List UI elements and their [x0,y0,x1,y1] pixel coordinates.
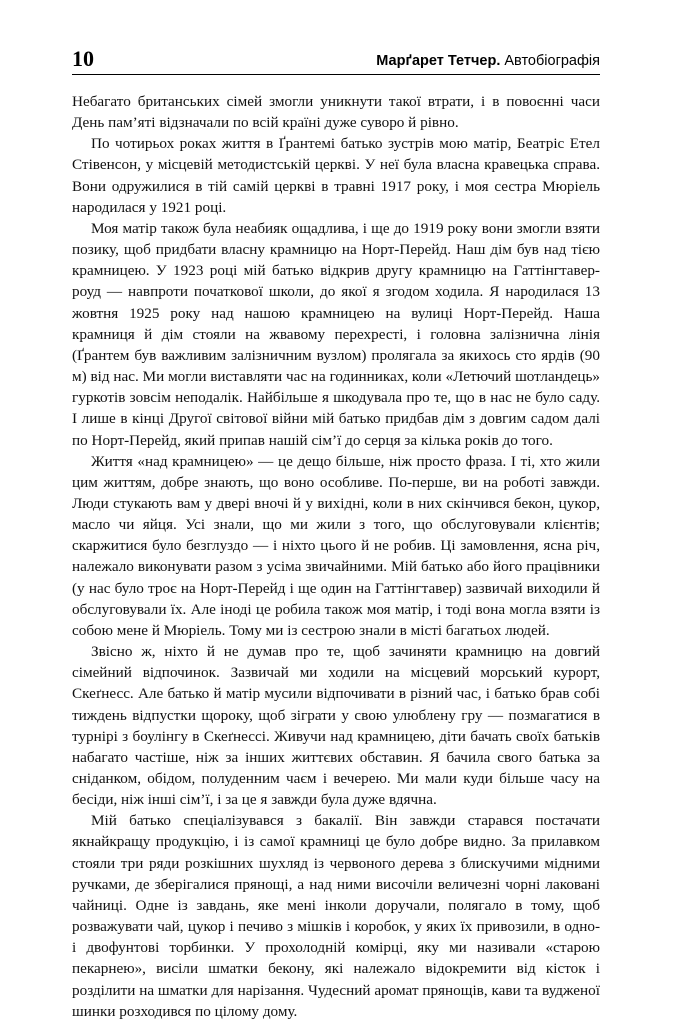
author-name: Марґарет Тетчер. [376,53,501,69]
page-number: 10 [72,46,94,71]
paragraph: Звісно ж, ніхто й не думав про те, щоб зачиняти крамницю на довгий сімейний відпочинок. Зазвичай ми ходили на місцевий морський курорт, Скеґнесс. Але батько й матір мусили відпочивати в різний час, і батько брав собі тиждень відпустки щороку, щоб зіграти у свою улюблену гру — позмагатися в турнірі з боулінгу в Скеґнессі. Живучи над крамницею, діти бачать своїх батьків набагато частіше, ніж за інших життєвих обставин. Я бачила свого батька за сніданком, обідом, полуденним чаєм і вечерею. Ми мали куди більше часу на бесіди, ніж інші сім’ї, і за це я завжди була дуже вдячна. [72,643,600,809]
paragraph: Мій батько спеціалізувався з бакалії. Він завжди старався постачати якнайкращу продукцію, і із самої крамниці це було добре видно. За прилавком стояли три ряди розкішних шухляд із червоного дерева з блискучими мідними ручками, де зберігалися прянощі, а над ними височіли величезні чорні лаковані чайниці. Одне із завдань, яке мені інколи доручали, полягало в тому, щоб розважувати чай, цукор і печиво з мішків і коробок, у яких їх привозили, в одно- і двофунтові торбинки. У прохолодній комірці, яку ми називали «старою пекарнею», висіли шматки бекону, які належало відокремити від кісток і розділити на шматки для нарізання. Чудесний аромат прянощів, кави та вудженої шинки розходився по цілому дому. [72,812,600,1020]
book-meta [376,52,600,74]
body-text [72,91,600,1022]
running-header [72,46,600,75]
paragraph: Небагато британських сімей змогли уникнути такої втрати, і в повоєнні часи День пам’яті відзначали по всій країні дуже суворо й рівно. [72,93,600,132]
paragraph: По чотирьох роках життя в Ґрантемі батько зустрів мою матір, Беатріс Етел Стівенсон, у місцевій методистській церкві. У неї була власна кравецька справа. Вони одружилися в тій самій церкві в травні 1917 року, і моя сестра Мюріель народилася у 1921 році. [72,135,600,216]
book-title: Автобіографія [504,53,600,69]
paragraph: Життя «над крамницею» — це дещо більше, ніж просто фраза. І ті, хто жили цим життям, добре знають, що воно особливе. По-перше, ви на роботі завжди. Люди стукають вам у двері вночі й у вихідні, коли в них скінчився бекон, цукор, масло чи яйця. Усі знали, що ми жили з того, що обслуговували клієнтів; скаржитися було безглуздо — і ніхто цього й не робив. Ці замовлення, ясна річ, належало виконувати разом з усіма звичайними. Мій батько або його працівники (у нас було троє на Норт-Перейд і ще один на Гаттінгтавер) зазвичай виходили й обслуговували їх. Але іноді це робила також моя матір, і тоді вона могла взяти із собою мене й Мюріель. Тому ми із сестрою знали в місті багатьох людей. [72,452,600,639]
paragraph: Моя матір також була неабияк ощадлива, і ще до 1919 року вони змогли взяти позику, щоб придбати власну крамницю на Норт-Перейд. Наш дім був над тією крамницею. У 1923 році мій батько відкрив другу крамницю на Гаттінгтавер-роуд — навпроти початкової школи, до якої я згодом ходила. Я народилася 13 жовтня 1925 року над нашою крамницею на вулиці Норт-Перейд. Наша крамниця й дім стояли на жвавому перехресті, і головна залізнична лінія (Ґрантем був важливим залізничним вузлом) пролягала за якихось сто ярдів (90 м) від нас. Ми могли виставляти час на годинниках, коли «Летючий шотландець» гуркотів зовсім неподалік. Найбільше я шкодувала про те, що в нас не було саду. І лише в кінці Другої світової війни мій батько придбав дім з довгим садом далі по Норт-Перейд, який припав нашій сім’ї до серця за кілька років до того. [72,219,600,449]
